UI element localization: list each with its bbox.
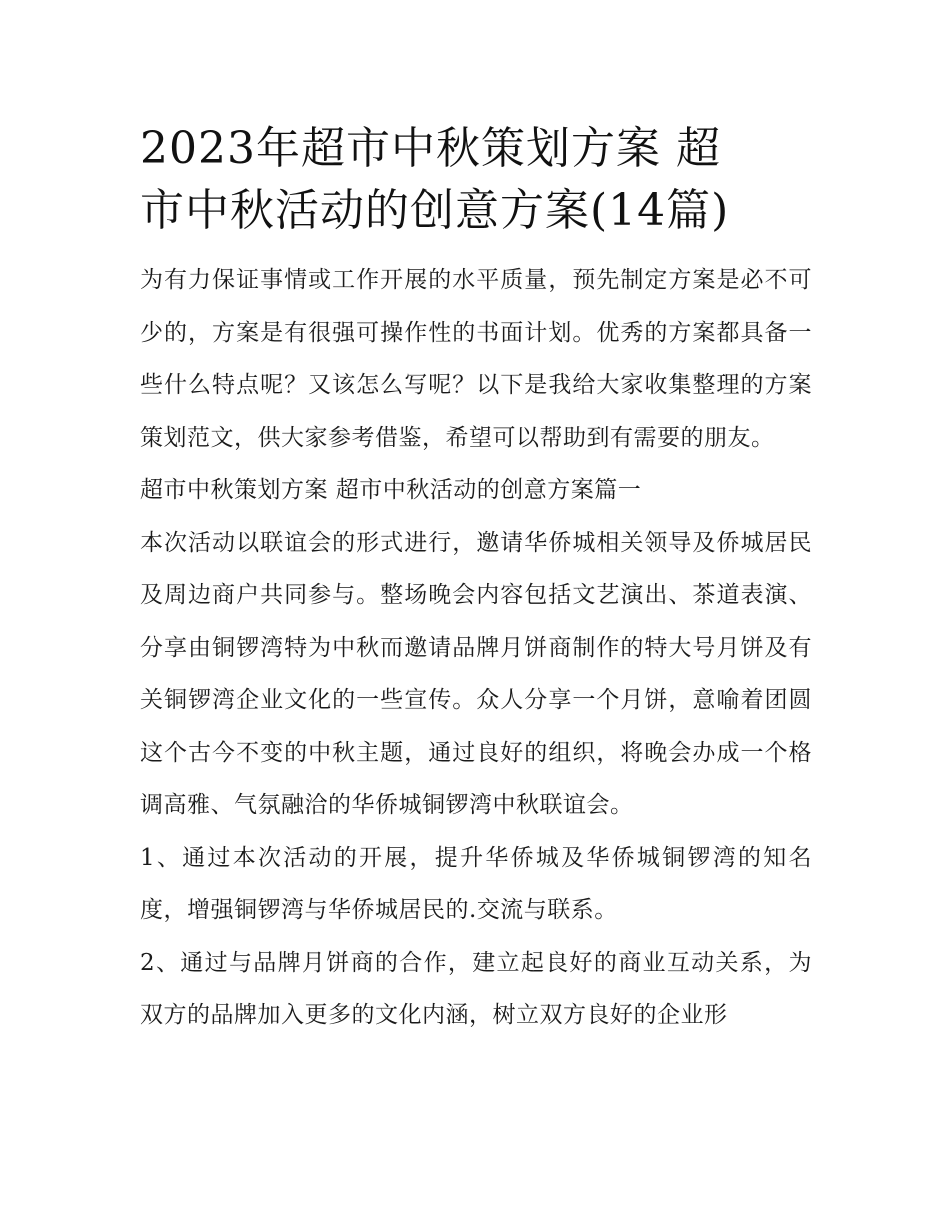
title-line-1: 2023年超市中秋策划方案 超 (140, 123, 721, 174)
section-body-paragraph: 本次活动以联谊会的形式进行，邀请华侨城相关领导及侨城居民及周边商户共同参与。整场晚会内容包括文艺演出、茶道表演、分享由铜锣湾特为中秋而邀请品牌月饼商制作的特大号月饼及有关铜锣湾企业文化的一些宣传。众人分享一个月饼，意喻着团圆这个古今不变的中秋主题，通过良好的组织，将晚会办成一个格调高雅、气氛融洽的华侨城铜锣湾中秋联谊会。 (140, 529, 812, 818)
document-content (140, 118, 812, 1042)
document-title (140, 118, 812, 242)
list-item-2: 2、通过与品牌月饼商的合作，建立起良好的商业互动关系，为双方的品牌加入更多的文化内涵，树立双方良好的企业形 (140, 949, 812, 1028)
title-line-2: 市中秋活动的创意方案(14篇) (140, 185, 730, 236)
section-heading: 超市中秋策划方案 超市中秋活动的创意方案篇一 (140, 477, 642, 503)
list-item-1: 1、通过本次活动的开展，提升华侨城及华侨城铜锣湾的知名度，增强铜锣湾与华侨城居民的.交流与联系。 (140, 844, 812, 923)
intro-paragraph: 为有力保证事情或工作开展的水平质量，预先制定方案是必不可少的，方案是有很强可操作性的书面计划。优秀的方案都具备一些什么特点呢？又该怎么写呢？以下是我给大家收集整理的方案策划范文，供大家参考借鉴，希望可以帮助到有需要的朋友。 (140, 267, 812, 451)
